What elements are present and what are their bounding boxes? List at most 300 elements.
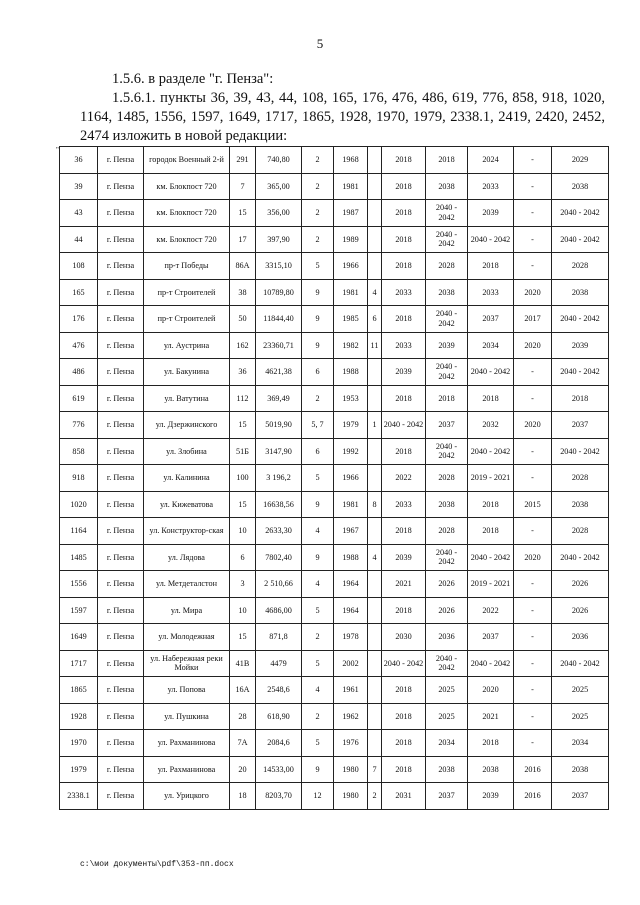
table-cell-cell-deadline: 2040 - 2042 bbox=[552, 306, 609, 333]
table-cell-row-number: 1928 bbox=[60, 703, 98, 730]
table-row bbox=[60, 306, 609, 333]
table-cell-city: г. Пенза bbox=[98, 253, 144, 280]
table-cell-area: 2 510,66 bbox=[256, 571, 302, 598]
page-number: 5 bbox=[316, 36, 324, 51]
table-cell-cell-roof: 2033 bbox=[382, 279, 426, 306]
table-cell-area: 4686,00 bbox=[256, 597, 302, 624]
table-cell-cell-completed: - bbox=[514, 465, 552, 492]
table-cell-cell-engineering: 2038 bbox=[468, 756, 514, 783]
table-cell-floors: 5 bbox=[302, 597, 334, 624]
table-cell-cell-facade: 2028 bbox=[426, 518, 468, 545]
table-cell-street: ул. Бакунина bbox=[144, 359, 230, 386]
table-cell-street: ул. Рахманинова bbox=[144, 756, 230, 783]
table-cell-floors: 2 bbox=[302, 200, 334, 227]
table-cell-row-number: 1020 bbox=[60, 491, 98, 518]
table-cell-floors: 4 bbox=[302, 518, 334, 545]
table-cell-city: г. Пенза bbox=[98, 783, 144, 810]
table-cell-cell-facade: 2028 bbox=[426, 253, 468, 280]
table-row bbox=[60, 650, 609, 677]
table-cell-area: 14533,00 bbox=[256, 756, 302, 783]
table-cell-cell-completed: - bbox=[514, 438, 552, 465]
table-cell-cell-deadline: 2040 - 2042 bbox=[552, 359, 609, 386]
table-cell-year-built: 1981 bbox=[334, 173, 368, 200]
table-cell-row-number: 108 bbox=[60, 253, 98, 280]
table-cell-cell-roof: 2018 bbox=[382, 385, 426, 412]
table-cell-city: г. Пенза bbox=[98, 385, 144, 412]
table-cell-city: г. Пенза bbox=[98, 147, 144, 174]
table-cell-row-number: 39 bbox=[60, 173, 98, 200]
table-cell-complex-count bbox=[368, 226, 382, 253]
table-cell-cell-engineering: 2037 bbox=[468, 306, 514, 333]
table-cell-floors: 9 bbox=[302, 491, 334, 518]
table-cell-year-built: 1961 bbox=[334, 677, 368, 704]
table-cell-area: 4621,38 bbox=[256, 359, 302, 386]
table-cell-city: г. Пенза bbox=[98, 491, 144, 518]
table-cell-complex-count bbox=[368, 359, 382, 386]
table-cell-row-number: 1164 bbox=[60, 518, 98, 545]
table-cell-city: г. Пенза bbox=[98, 359, 144, 386]
table-cell-year-built: 1976 bbox=[334, 730, 368, 757]
table-row bbox=[60, 332, 609, 359]
table-cell-area: 740,80 bbox=[256, 147, 302, 174]
table-cell-area: 10789,80 bbox=[256, 279, 302, 306]
table-cell-house-number: 51Б bbox=[230, 438, 256, 465]
table-cell-year-built: 1981 bbox=[334, 279, 368, 306]
table-cell-house-number: 17 bbox=[230, 226, 256, 253]
table-cell-cell-engineering: 2040 - 2042 bbox=[468, 650, 514, 677]
table-cell-cell-deadline: 2037 bbox=[552, 783, 609, 810]
table-cell-row-number: 43 bbox=[60, 200, 98, 227]
table-cell-row-number: 1970 bbox=[60, 730, 98, 757]
table-cell-city: г. Пенза bbox=[98, 412, 144, 439]
table-cell-year-built: 1966 bbox=[334, 253, 368, 280]
table-cell-floors: 5 bbox=[302, 650, 334, 677]
table-cell-floors: 9 bbox=[302, 332, 334, 359]
table-row bbox=[60, 597, 609, 624]
section-subheading: 1.5.6.1. пункты 36, 39, 43, 44, 108, 165, 176, 476, 486, 619, 776, 858, 918, 1020, 1164, 1485, 1556, 1597, 1649, 1717, 1865, 1928, 1970, 1979, 2338.1, 2419, 2420, 2452, 2474 изложить в новой редакции: bbox=[80, 90, 605, 144]
table-cell-cell-completed: - bbox=[514, 624, 552, 651]
table-cell-house-number: 15 bbox=[230, 200, 256, 227]
table-cell-complex-count bbox=[368, 465, 382, 492]
section-heading: 1.5.6. в разделе "г. Пенза": bbox=[112, 71, 274, 87]
table-cell-cell-engineering: 2040 - 2042 bbox=[468, 544, 514, 571]
table-cell-cell-roof: 2033 bbox=[382, 332, 426, 359]
table-row bbox=[60, 491, 609, 518]
table-cell-city: г. Пенза bbox=[98, 597, 144, 624]
table-row bbox=[60, 226, 609, 253]
table-cell-cell-deadline: 2025 bbox=[552, 677, 609, 704]
table-cell-cell-roof: 2021 bbox=[382, 571, 426, 598]
table-cell-year-built: 1980 bbox=[334, 783, 368, 810]
table-cell-cell-roof: 2018 bbox=[382, 518, 426, 545]
table-cell-area: 618,90 bbox=[256, 703, 302, 730]
table-cell-complex-count: 4 bbox=[368, 279, 382, 306]
table-cell-cell-engineering: 2019 - 2021 bbox=[468, 465, 514, 492]
table-cell-street: ул. Аустрина bbox=[144, 332, 230, 359]
table-cell-area: 7802,40 bbox=[256, 544, 302, 571]
table-row bbox=[60, 412, 609, 439]
table-cell-house-number: 6 bbox=[230, 544, 256, 571]
table-row bbox=[60, 756, 609, 783]
table-cell-cell-facade: 2040 - 2042 bbox=[426, 650, 468, 677]
table-cell-cell-roof: 2018 bbox=[382, 438, 426, 465]
table-cell-street: ул. Ватутина bbox=[144, 385, 230, 412]
table-cell-cell-engineering: 2019 - 2021 bbox=[468, 571, 514, 598]
table-cell-cell-deadline: 2040 - 2042 bbox=[552, 226, 609, 253]
table-cell-floors: 2 bbox=[302, 385, 334, 412]
table-cell-complex-count: 7 bbox=[368, 756, 382, 783]
table-cell-row-number: 858 bbox=[60, 438, 98, 465]
table-cell-row-number: 1556 bbox=[60, 571, 98, 598]
table-row bbox=[60, 783, 609, 810]
table-cell-house-number: 15 bbox=[230, 412, 256, 439]
table-cell-cell-engineering: 2032 bbox=[468, 412, 514, 439]
table-cell-cell-roof: 2018 bbox=[382, 253, 426, 280]
table-cell-cell-deadline: 2040 - 2042 bbox=[552, 650, 609, 677]
table-row bbox=[60, 200, 609, 227]
table-cell-cell-completed: - bbox=[514, 173, 552, 200]
table-cell-house-number: 10 bbox=[230, 518, 256, 545]
table-cell-cell-completed: 2020 bbox=[514, 412, 552, 439]
table-cell-cell-roof: 2018 bbox=[382, 677, 426, 704]
table-cell-cell-roof: 2033 bbox=[382, 491, 426, 518]
table-cell-row-number: 476 bbox=[60, 332, 98, 359]
table-cell-house-number: 15 bbox=[230, 491, 256, 518]
table-cell-cell-facade: 2025 bbox=[426, 703, 468, 730]
table-cell-complex-count bbox=[368, 173, 382, 200]
table-cell-cell-completed: - bbox=[514, 650, 552, 677]
table-cell-city: г. Пенза bbox=[98, 438, 144, 465]
table-cell-complex-count bbox=[368, 253, 382, 280]
table-cell-cell-completed: - bbox=[514, 253, 552, 280]
table-cell-cell-roof: 2018 bbox=[382, 147, 426, 174]
table-cell-area: 3147,90 bbox=[256, 438, 302, 465]
table-cell-cell-deadline: 2028 bbox=[552, 465, 609, 492]
table-cell-city: г. Пенза bbox=[98, 332, 144, 359]
table-row bbox=[60, 253, 609, 280]
table-cell-complex-count bbox=[368, 518, 382, 545]
table-cell-street: ул. Попова bbox=[144, 677, 230, 704]
table-cell-cell-facade: 2038 bbox=[426, 756, 468, 783]
table-cell-cell-facade: 2040 - 2042 bbox=[426, 306, 468, 333]
table-cell-row-number: 1717 bbox=[60, 650, 98, 677]
table-cell-year-built: 1966 bbox=[334, 465, 368, 492]
table-row bbox=[60, 359, 609, 386]
table-cell-year-built: 2002 bbox=[334, 650, 368, 677]
table-cell-cell-completed: 2017 bbox=[514, 306, 552, 333]
table-cell-year-built: 1978 bbox=[334, 624, 368, 651]
table-cell-street: ул. Пушкина bbox=[144, 703, 230, 730]
table-cell-complex-count bbox=[368, 650, 382, 677]
table-cell-year-built: 1985 bbox=[334, 306, 368, 333]
table-cell-cell-engineering: 2018 bbox=[468, 253, 514, 280]
table-cell-street: ул. Калинина bbox=[144, 465, 230, 492]
table-cell-complex-count bbox=[368, 571, 382, 598]
table-cell-cell-deadline: 2040 - 2042 bbox=[552, 438, 609, 465]
table-row bbox=[60, 438, 609, 465]
table-cell-city: г. Пенза bbox=[98, 173, 144, 200]
table-cell-year-built: 1982 bbox=[334, 332, 368, 359]
table-cell-cell-deadline: 2028 bbox=[552, 253, 609, 280]
table-cell-cell-deadline: 2026 bbox=[552, 597, 609, 624]
table-cell-cell-roof: 2018 bbox=[382, 226, 426, 253]
table-cell-cell-completed: 2016 bbox=[514, 783, 552, 810]
table-cell-row-number: 36 bbox=[60, 147, 98, 174]
table-cell-cell-completed: - bbox=[514, 518, 552, 545]
table-cell-cell-facade: 2040 - 2042 bbox=[426, 226, 468, 253]
table-cell-area: 397,90 bbox=[256, 226, 302, 253]
table-cell-city: г. Пенза bbox=[98, 544, 144, 571]
table-cell-house-number: 36 bbox=[230, 359, 256, 386]
table-row bbox=[60, 703, 609, 730]
table-cell-cell-completed: - bbox=[514, 703, 552, 730]
table-cell-house-number: 291 bbox=[230, 147, 256, 174]
table-cell-house-number: 112 bbox=[230, 385, 256, 412]
table-cell-house-number: 18 bbox=[230, 783, 256, 810]
table-cell-complex-count: 4 bbox=[368, 544, 382, 571]
table-cell-street: ул. Мира bbox=[144, 597, 230, 624]
table-cell-cell-roof: 2018 bbox=[382, 730, 426, 757]
table-cell-house-number: 100 bbox=[230, 465, 256, 492]
table-cell-cell-facade: 2034 bbox=[426, 730, 468, 757]
table-cell-cell-roof: 2018 bbox=[382, 306, 426, 333]
table-cell-city: г. Пенза bbox=[98, 518, 144, 545]
table-cell-floors: 2 bbox=[302, 703, 334, 730]
table-cell-cell-engineering: 2018 bbox=[468, 385, 514, 412]
table-cell-house-number: 41В bbox=[230, 650, 256, 677]
table-row bbox=[60, 385, 609, 412]
table-cell-street: ул. Рахманинова bbox=[144, 730, 230, 757]
table-cell-row-number: 1597 bbox=[60, 597, 98, 624]
table-cell-area: 369,49 bbox=[256, 385, 302, 412]
table-cell-cell-facade: 2039 bbox=[426, 332, 468, 359]
table-cell-city: г. Пенза bbox=[98, 571, 144, 598]
table-cell-cell-roof: 2018 bbox=[382, 597, 426, 624]
table-row bbox=[60, 173, 609, 200]
table-cell-cell-deadline: 2040 - 2042 bbox=[552, 544, 609, 571]
table-cell-floors: 5 bbox=[302, 730, 334, 757]
table-cell-cell-deadline: 2038 bbox=[552, 756, 609, 783]
table-cell-year-built: 1988 bbox=[334, 359, 368, 386]
table-row bbox=[60, 518, 609, 545]
table-cell-house-number: 86А bbox=[230, 253, 256, 280]
table-cell-floors: 9 bbox=[302, 756, 334, 783]
table-cell-floors: 12 bbox=[302, 783, 334, 810]
table-cell-city: г. Пенза bbox=[98, 306, 144, 333]
table-cell-city: г. Пенза bbox=[98, 677, 144, 704]
table-cell-cell-facade: 2037 bbox=[426, 783, 468, 810]
table-cell-street: ул. Злобина bbox=[144, 438, 230, 465]
table-cell-house-number: 20 bbox=[230, 756, 256, 783]
table-cell-cell-roof: 2018 bbox=[382, 200, 426, 227]
table-cell-row-number: 44 bbox=[60, 226, 98, 253]
table-cell-complex-count: 6 bbox=[368, 306, 382, 333]
table-cell-area: 2633,30 bbox=[256, 518, 302, 545]
table-cell-street: городок Военный 2-й bbox=[144, 147, 230, 174]
table-cell-area: 5019,90 bbox=[256, 412, 302, 439]
table-cell-cell-facade: 2038 bbox=[426, 173, 468, 200]
table-cell-cell-deadline: 2037 bbox=[552, 412, 609, 439]
table-cell-complex-count: 11 bbox=[368, 332, 382, 359]
table-cell-cell-completed: 2020 bbox=[514, 544, 552, 571]
table-cell-street: км. Блокпост 720 bbox=[144, 200, 230, 227]
table-cell-street: ул. Дзержинского bbox=[144, 412, 230, 439]
table-cell-area: 8203,70 bbox=[256, 783, 302, 810]
table-cell-year-built: 1979 bbox=[334, 412, 368, 439]
table-cell-floors: 2 bbox=[302, 147, 334, 174]
table-cell-area: 365,00 bbox=[256, 173, 302, 200]
table-cell-cell-facade: 2037 bbox=[426, 412, 468, 439]
table-cell-cell-engineering: 2037 bbox=[468, 624, 514, 651]
table-cell-year-built: 1989 bbox=[334, 226, 368, 253]
table-cell-area: 4479 bbox=[256, 650, 302, 677]
table-cell-cell-facade: 2025 bbox=[426, 677, 468, 704]
table-cell-floors: 2 bbox=[302, 226, 334, 253]
table-cell-city: г. Пенза bbox=[98, 703, 144, 730]
table-cell-city: г. Пенза bbox=[98, 650, 144, 677]
table-cell-cell-facade: 2018 bbox=[426, 385, 468, 412]
table-cell-floors: 5 bbox=[302, 253, 334, 280]
table-cell-complex-count bbox=[368, 730, 382, 757]
table-cell-cell-deadline: 2029 bbox=[552, 147, 609, 174]
table-cell-year-built: 1992 bbox=[334, 438, 368, 465]
table-cell-cell-facade: 2038 bbox=[426, 279, 468, 306]
table-cell-street: ул. Лядова bbox=[144, 544, 230, 571]
table-cell-cell-deadline: 2038 bbox=[552, 279, 609, 306]
table-cell-row-number: 1865 bbox=[60, 677, 98, 704]
table-cell-area: 3 196,2 bbox=[256, 465, 302, 492]
table-cell-street: км. Блокпост 720 bbox=[144, 173, 230, 200]
table-cell-cell-completed: - bbox=[514, 597, 552, 624]
table-cell-row-number: 486 bbox=[60, 359, 98, 386]
table-cell-year-built: 1988 bbox=[334, 544, 368, 571]
table-row bbox=[60, 677, 609, 704]
table-cell-year-built: 1980 bbox=[334, 756, 368, 783]
table-cell-floors: 4 bbox=[302, 571, 334, 598]
table-cell-complex-count bbox=[368, 147, 382, 174]
table-cell-cell-roof: 2039 bbox=[382, 544, 426, 571]
table-cell-cell-deadline: 2025 bbox=[552, 703, 609, 730]
table-cell-year-built: 1968 bbox=[334, 147, 368, 174]
table-cell-complex-count bbox=[368, 624, 382, 651]
table-cell-cell-completed: 2020 bbox=[514, 332, 552, 359]
table-cell-area: 16638,56 bbox=[256, 491, 302, 518]
table-cell-cell-deadline: 2039 bbox=[552, 332, 609, 359]
table-cell-row-number: 1485 bbox=[60, 544, 98, 571]
table-cell-house-number: 28 bbox=[230, 703, 256, 730]
table-cell-cell-deadline: 2026 bbox=[552, 571, 609, 598]
table-cell-street: ул. Молодежная bbox=[144, 624, 230, 651]
table-cell-cell-engineering: 2033 bbox=[468, 279, 514, 306]
table-cell-row-number: 918 bbox=[60, 465, 98, 492]
table-cell-cell-roof: 2022 bbox=[382, 465, 426, 492]
table-cell-complex-count: 8 bbox=[368, 491, 382, 518]
table-cell-cell-engineering: 2034 bbox=[468, 332, 514, 359]
table-cell-cell-engineering: 2020 bbox=[468, 677, 514, 704]
table-cell-complex-count: 1 bbox=[368, 412, 382, 439]
table-cell-row-number: 776 bbox=[60, 412, 98, 439]
table-cell-cell-facade: 2038 bbox=[426, 491, 468, 518]
table-cell-year-built: 1964 bbox=[334, 571, 368, 598]
table-cell-cell-engineering: 2040 - 2042 bbox=[468, 359, 514, 386]
table-cell-floors: 5, 7 bbox=[302, 412, 334, 439]
table-cell-cell-deadline: 2034 bbox=[552, 730, 609, 757]
table-cell-city: г. Пенза bbox=[98, 279, 144, 306]
table-cell-row-number: 1649 bbox=[60, 624, 98, 651]
table-cell-year-built: 1964 bbox=[334, 597, 368, 624]
table-cell-house-number: 38 bbox=[230, 279, 256, 306]
table-cell-house-number: 7А bbox=[230, 730, 256, 757]
table-cell-area: 23360,71 bbox=[256, 332, 302, 359]
table-cell-complex-count bbox=[368, 200, 382, 227]
table-cell-cell-engineering: 2018 bbox=[468, 491, 514, 518]
table-cell-year-built: 1953 bbox=[334, 385, 368, 412]
table-cell-cell-facade: 2026 bbox=[426, 571, 468, 598]
table-cell-cell-engineering: 2040 - 2042 bbox=[468, 226, 514, 253]
table-cell-house-number: 10 bbox=[230, 597, 256, 624]
table-cell-house-number: 16А bbox=[230, 677, 256, 704]
table-cell-cell-completed: - bbox=[514, 571, 552, 598]
table-cell-cell-roof: 2040 - 2042 bbox=[382, 650, 426, 677]
table-cell-cell-deadline: 2028 bbox=[552, 518, 609, 545]
table-cell-year-built: 1987 bbox=[334, 200, 368, 227]
table-cell-cell-roof: 2018 bbox=[382, 756, 426, 783]
table-cell-cell-engineering: 2024 bbox=[468, 147, 514, 174]
file-path-footer: c:\мои документы\pdf\353-пп.docx bbox=[80, 860, 234, 869]
table-cell-floors: 9 bbox=[302, 279, 334, 306]
table-cell-cell-completed: - bbox=[514, 359, 552, 386]
table-cell-city: г. Пенза bbox=[98, 624, 144, 651]
table-cell-cell-engineering: 2022 bbox=[468, 597, 514, 624]
table-cell-cell-completed: - bbox=[514, 677, 552, 704]
table-cell-cell-facade: 2040 - 2042 bbox=[426, 544, 468, 571]
table-cell-street: ул. Урицкого bbox=[144, 783, 230, 810]
table-cell-row-number: 619 bbox=[60, 385, 98, 412]
table-row bbox=[60, 147, 609, 174]
table-cell-cell-roof: 2030 bbox=[382, 624, 426, 651]
table-cell-cell-deadline: 2018 bbox=[552, 385, 609, 412]
table-cell-cell-deadline: 2038 bbox=[552, 173, 609, 200]
table-cell-city: г. Пенза bbox=[98, 465, 144, 492]
table-cell-cell-roof: 2031 bbox=[382, 783, 426, 810]
table-cell-cell-completed: - bbox=[514, 147, 552, 174]
table-cell-cell-completed: - bbox=[514, 200, 552, 227]
table-row bbox=[60, 544, 609, 571]
table-cell-floors: 2 bbox=[302, 624, 334, 651]
table-cell-row-number: 1979 bbox=[60, 756, 98, 783]
table-cell-cell-completed: - bbox=[514, 730, 552, 757]
table-cell-floors: 6 bbox=[302, 438, 334, 465]
table-cell-city: г. Пенза bbox=[98, 226, 144, 253]
table-cell-city: г. Пенза bbox=[98, 730, 144, 757]
table-cell-area: 871,8 bbox=[256, 624, 302, 651]
table-cell-row-number: 176 bbox=[60, 306, 98, 333]
table-cell-street: ул. Метдеталстон bbox=[144, 571, 230, 598]
table-cell-cell-completed: 2016 bbox=[514, 756, 552, 783]
table-cell-house-number: 15 bbox=[230, 624, 256, 651]
table-cell-cell-engineering: 2039 bbox=[468, 200, 514, 227]
table-cell-city: г. Пенза bbox=[98, 756, 144, 783]
table-cell-house-number: 50 bbox=[230, 306, 256, 333]
table-cell-cell-facade: 2036 bbox=[426, 624, 468, 651]
table-cell-complex-count bbox=[368, 703, 382, 730]
table-cell-cell-facade: 2018 bbox=[426, 147, 468, 174]
table-row bbox=[60, 465, 609, 492]
table-row bbox=[60, 571, 609, 598]
table-cell-floors: 4 bbox=[302, 677, 334, 704]
table-cell-area: 11844,40 bbox=[256, 306, 302, 333]
table-cell-area: 2084,6 bbox=[256, 730, 302, 757]
